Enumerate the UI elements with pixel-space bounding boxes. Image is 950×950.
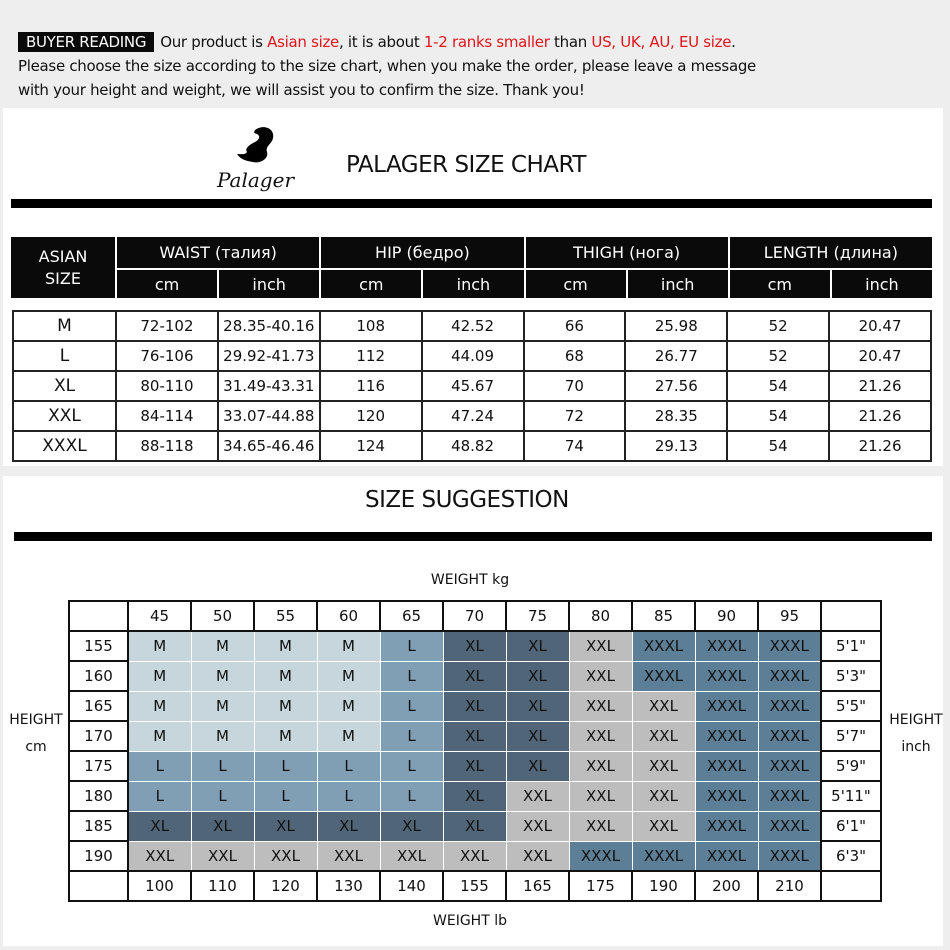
size-suggestion-cell: XXL: [569, 781, 632, 811]
size-suggestion-cell: XXXL: [695, 841, 758, 871]
size-suggestion-cell: M: [191, 631, 254, 661]
size-suggestion-cell: XXXL: [569, 841, 632, 871]
size-suggestion-cell: L: [380, 751, 443, 781]
notice-highlight: Asian size: [267, 33, 339, 51]
lb-cell: 190: [632, 871, 695, 901]
asian-size-header: ASIAN SIZE: [10, 236, 116, 299]
size-suggestion-cell: M: [128, 631, 191, 661]
size-suggestion-cell: XL: [506, 661, 569, 691]
height-row: [69, 751, 881, 781]
group-header: LENGTH (длина): [729, 236, 933, 269]
measurement-cell: 29.13: [625, 431, 727, 461]
unit-header: inch: [218, 269, 320, 299]
height-ft-cell: 5'11": [821, 781, 881, 811]
size-suggestion-cell: XXXL: [632, 631, 695, 661]
height-cm-cell: 155: [69, 631, 128, 661]
size-suggestion-cell: XXXL: [758, 631, 821, 661]
measurement-cell: 66: [524, 311, 626, 341]
size-suggestion-cell: L: [191, 751, 254, 781]
height-row: [69, 721, 881, 751]
measurement-cell: 116: [320, 371, 422, 401]
size-suggestion-cell: L: [380, 691, 443, 721]
height-cm-cell: 160: [69, 661, 128, 691]
notice-text: Our product is: [160, 33, 268, 51]
height-row: [69, 661, 881, 691]
size-chart-table: [12, 310, 932, 462]
size-suggestion-cell: XXL: [506, 781, 569, 811]
size-suggestion-cell: L: [128, 751, 191, 781]
size-suggestion-cell: XXL: [632, 751, 695, 781]
measurement-cell: 34.65-46.46: [218, 431, 320, 461]
unit-header: cm: [525, 269, 627, 299]
measurement-cell: 74: [524, 431, 626, 461]
size-cell: XL: [13, 371, 116, 401]
measurement-cell: 80-110: [116, 371, 218, 401]
height-cm-label: HEIGHT cm: [9, 712, 63, 755]
kg-cell: 90: [695, 601, 758, 631]
size-suggestion-cell: M: [317, 661, 380, 691]
size-suggestion-cell: XXXL: [632, 841, 695, 871]
table-row: [13, 431, 931, 461]
size-suggestion-cell: XXXL: [758, 841, 821, 871]
size-suggestion-cell: XL: [506, 631, 569, 661]
size-suggestion-cell: M: [317, 631, 380, 661]
height-cm-cell: 185: [69, 811, 128, 841]
measurement-cell: 48.82: [422, 431, 524, 461]
measurement-cell: 45.67: [422, 371, 524, 401]
size-suggestion-cell: XL: [254, 811, 317, 841]
size-suggestion-cell: XXXL: [695, 751, 758, 781]
size-suggestion-cell: XXXL: [758, 781, 821, 811]
divider: [11, 199, 932, 208]
size-suggestion-cell: XL: [191, 811, 254, 841]
size-suggestion-cell: XL: [443, 811, 506, 841]
size-suggestion-cell: M: [128, 691, 191, 721]
size-suggestion-cell: XL: [443, 751, 506, 781]
group-header: THIGH (нога): [525, 236, 729, 269]
height-ft-cell: 6'3": [821, 841, 881, 871]
size-suggestion-cell: XXL: [632, 691, 695, 721]
height-row: [69, 631, 881, 661]
kg-cell: 95: [758, 601, 821, 631]
buyer-notice: [18, 30, 756, 102]
size-suggestion-cell: XXXL: [632, 661, 695, 691]
size-suggestion-cell: XXL: [380, 841, 443, 871]
height-cm-cell: 190: [69, 841, 128, 871]
corner-cell: [69, 871, 128, 901]
lb-cell: 155: [443, 871, 506, 901]
measurement-cell: 54: [727, 431, 829, 461]
size-suggestion-cell: XXL: [632, 781, 695, 811]
notice-line: with your height and weight, we will assist you to confirm the size. Thank you!: [18, 81, 585, 99]
height-cm-cell: 175: [69, 751, 128, 781]
corner-cell: [821, 601, 881, 631]
measurement-cell: 28.35: [625, 401, 727, 431]
measurement-cell: 31.49-43.31: [218, 371, 320, 401]
size-suggestion-cell: XXXL: [758, 661, 821, 691]
lb-row: [69, 871, 881, 901]
size-suggestion-cell: L: [380, 661, 443, 691]
size-suggestion-cell: XXXL: [758, 721, 821, 751]
palager-logo: [215, 120, 305, 195]
measurement-cell: 112: [320, 341, 422, 371]
corner-cell: [821, 871, 881, 901]
height-row: [69, 691, 881, 721]
measurement-cell: 120: [320, 401, 422, 431]
lb-cell: 200: [695, 871, 758, 901]
size-suggestion-cell: L: [380, 781, 443, 811]
kg-cell: 80: [569, 601, 632, 631]
notice-text: .: [731, 33, 736, 51]
size-suggestion-cell: XL: [443, 661, 506, 691]
measurement-cell: 29.92-41.73: [218, 341, 320, 371]
size-suggestion-cell: XL: [506, 751, 569, 781]
kg-cell: 60: [317, 601, 380, 631]
size-suggestion-cell: XXL: [128, 841, 191, 871]
notice-text: , it is about: [338, 33, 424, 51]
group-header: HIP (бедро): [320, 236, 524, 269]
size-suggestion-cell: M: [317, 721, 380, 751]
size-suggestion-cell: XL: [443, 721, 506, 751]
size-suggestion-cell: XXL: [569, 721, 632, 751]
measurement-cell: 124: [320, 431, 422, 461]
buyer-reading-badge: BUYER READING: [18, 32, 154, 52]
kg-cell: 70: [443, 601, 506, 631]
lb-cell: 140: [380, 871, 443, 901]
height-row: [69, 781, 881, 811]
size-suggestion-cell: M: [254, 691, 317, 721]
size-suggestion-cell: XXXL: [695, 661, 758, 691]
height-inch-label: HEIGHT inch: [889, 712, 943, 755]
lb-cell: 210: [758, 871, 821, 901]
measurement-cell: 54: [727, 371, 829, 401]
size-suggestion-cell: M: [317, 691, 380, 721]
size-suggestion-cell: M: [191, 721, 254, 751]
measurement-cell: 76-106: [116, 341, 218, 371]
size-suggestion-cell: M: [128, 661, 191, 691]
lb-cell: 130: [317, 871, 380, 901]
size-suggestion-cell: M: [191, 661, 254, 691]
size-cell: XXXL: [13, 431, 116, 461]
corner-cell: [69, 601, 128, 631]
size-suggestion-cell: L: [254, 781, 317, 811]
height-row: [69, 811, 881, 841]
lb-cell: 110: [191, 871, 254, 901]
size-suggestion-cell: L: [191, 781, 254, 811]
size-suggestion-cell: XXXL: [758, 811, 821, 841]
size-suggestion-title: SIZE SUGGESTION: [365, 487, 569, 513]
size-suggestion-cell: XXL: [569, 691, 632, 721]
divider: [14, 532, 932, 541]
measurement-cell: 47.24: [422, 401, 524, 431]
height-ft-cell: 5'7": [821, 721, 881, 751]
size-suggestion-cell: XL: [443, 631, 506, 661]
size-suggestion-cell: XXL: [632, 721, 695, 751]
unit-header: cm: [116, 269, 218, 299]
kg-cell: 55: [254, 601, 317, 631]
height-ft-cell: 6'1": [821, 811, 881, 841]
measurement-cell: 28.35-40.16: [218, 311, 320, 341]
size-chart-title: PALAGER SIZE CHART: [346, 152, 586, 178]
size-suggestion-cell: L: [128, 781, 191, 811]
unit-header: cm: [320, 269, 422, 299]
logo-text: Palager: [217, 168, 295, 192]
notice-highlight: US, UK, AU, EU size: [591, 33, 732, 51]
size-suggestion-cell: XXL: [632, 811, 695, 841]
measurement-cell: 33.07-44.88: [218, 401, 320, 431]
unit-header: inch: [627, 269, 729, 299]
measurement-cell: 70: [524, 371, 626, 401]
lb-cell: 175: [569, 871, 632, 901]
unit-header: cm: [729, 269, 831, 299]
height-ft-cell: 5'3": [821, 661, 881, 691]
measurement-cell: 52: [727, 311, 829, 341]
notice-highlight: 1-2 ranks smaller: [423, 33, 550, 51]
size-suggestion-cell: XXL: [569, 751, 632, 781]
measurement-cell: 52: [727, 341, 829, 371]
measurement-cell: 27.56: [625, 371, 727, 401]
measurement-cell: 20.47: [829, 311, 931, 341]
height-cm-cell: 170: [69, 721, 128, 751]
size-suggestion-cell: XXL: [569, 811, 632, 841]
size-suggestion-cell: XL: [443, 691, 506, 721]
size-suggestion-cell: XXL: [317, 841, 380, 871]
size-suggestion-cell: XXL: [191, 841, 254, 871]
measurement-cell: 44.09: [422, 341, 524, 371]
size-suggestion-cell: XL: [443, 781, 506, 811]
size-suggestion-cell: XXXL: [695, 691, 758, 721]
size-suggestion-cell: M: [254, 721, 317, 751]
size-suggestion-cell: XL: [128, 811, 191, 841]
size-suggestion-cell: L: [380, 631, 443, 661]
size-suggestion-cell: M: [254, 661, 317, 691]
size-suggestion-cell: XXXL: [695, 721, 758, 751]
lb-cell: 165: [506, 871, 569, 901]
height-ft-cell: 5'9": [821, 751, 881, 781]
size-suggestion-cell: M: [128, 721, 191, 751]
size-suggestion-cell: XXXL: [695, 781, 758, 811]
size-suggestion-cell: XL: [506, 721, 569, 751]
kg-cell: 50: [191, 601, 254, 631]
measurement-cell: 21.26: [829, 431, 931, 461]
measurement-cell: 42.52: [422, 311, 524, 341]
measurement-cell: 21.26: [829, 401, 931, 431]
height-ft-cell: 5'1": [821, 631, 881, 661]
size-suggestion-cell: M: [191, 691, 254, 721]
measurement-cell: 108: [320, 311, 422, 341]
size-cell: XXL: [13, 401, 116, 431]
size-suggestion-cell: L: [380, 721, 443, 751]
group-header: WAIST (талия): [116, 236, 320, 269]
kg-cell: 85: [632, 601, 695, 631]
size-suggestion-cell: L: [317, 781, 380, 811]
size-suggestion-cell: XXL: [506, 841, 569, 871]
measurement-cell: 21.26: [829, 371, 931, 401]
size-suggestion-cell: XL: [506, 691, 569, 721]
size-suggestion-cell: XXL: [506, 811, 569, 841]
size-suggestion-cell: XXXL: [695, 631, 758, 661]
size-suggestion-cell: L: [254, 751, 317, 781]
size-suggestion-cell: XXL: [254, 841, 317, 871]
size-suggestion-cell: XL: [380, 811, 443, 841]
unit-header: inch: [422, 269, 524, 299]
size-suggestion-cell: XXXL: [695, 811, 758, 841]
size-suggestion-cell: XXL: [569, 631, 632, 661]
table-row: [13, 311, 931, 341]
size-chart-header: [9, 235, 934, 300]
size-suggestion-cell: M: [254, 631, 317, 661]
kg-cell: 75: [506, 601, 569, 631]
size-cell: L: [13, 341, 116, 371]
measurement-cell: 84-114: [116, 401, 218, 431]
measurement-cell: 72-102: [116, 311, 218, 341]
measurement-cell: 20.47: [829, 341, 931, 371]
kg-cell: 65: [380, 601, 443, 631]
notice-line: Please choose the size according to the size chart, when you make the order, please leave a message: [18, 57, 756, 75]
size-suggestion-cell: XL: [317, 811, 380, 841]
lb-cell: 120: [254, 871, 317, 901]
table-row: [13, 341, 931, 371]
size-suggestion-cell: L: [317, 751, 380, 781]
height-cm-cell: 180: [69, 781, 128, 811]
kg-row: [69, 601, 881, 631]
height-row: [69, 841, 881, 871]
size-suggestion-cell: XXXL: [758, 691, 821, 721]
height-ft-cell: 5'5": [821, 691, 881, 721]
kg-cell: 45: [128, 601, 191, 631]
measurement-cell: 88-118: [116, 431, 218, 461]
size-suggestion-cell: XXXL: [758, 751, 821, 781]
weight-lb-label: WEIGHT lb: [433, 913, 507, 929]
measurement-cell: 25.98: [625, 311, 727, 341]
measurement-cell: 72: [524, 401, 626, 431]
lb-cell: 100: [128, 871, 191, 901]
measurement-cell: 54: [727, 401, 829, 431]
height-cm-cell: 165: [69, 691, 128, 721]
measurement-cell: 68: [524, 341, 626, 371]
size-suggestion-grid: [68, 600, 882, 902]
table-row: [13, 401, 931, 431]
size-cell: M: [13, 311, 116, 341]
size-suggestion-cell: XXL: [443, 841, 506, 871]
unit-header: inch: [831, 269, 933, 299]
size-suggestion-cell: XXL: [569, 661, 632, 691]
notice-text: than: [549, 33, 592, 51]
weight-kg-label: WEIGHT kg: [430, 572, 510, 588]
table-row: [13, 371, 931, 401]
measurement-cell: 26.77: [625, 341, 727, 371]
